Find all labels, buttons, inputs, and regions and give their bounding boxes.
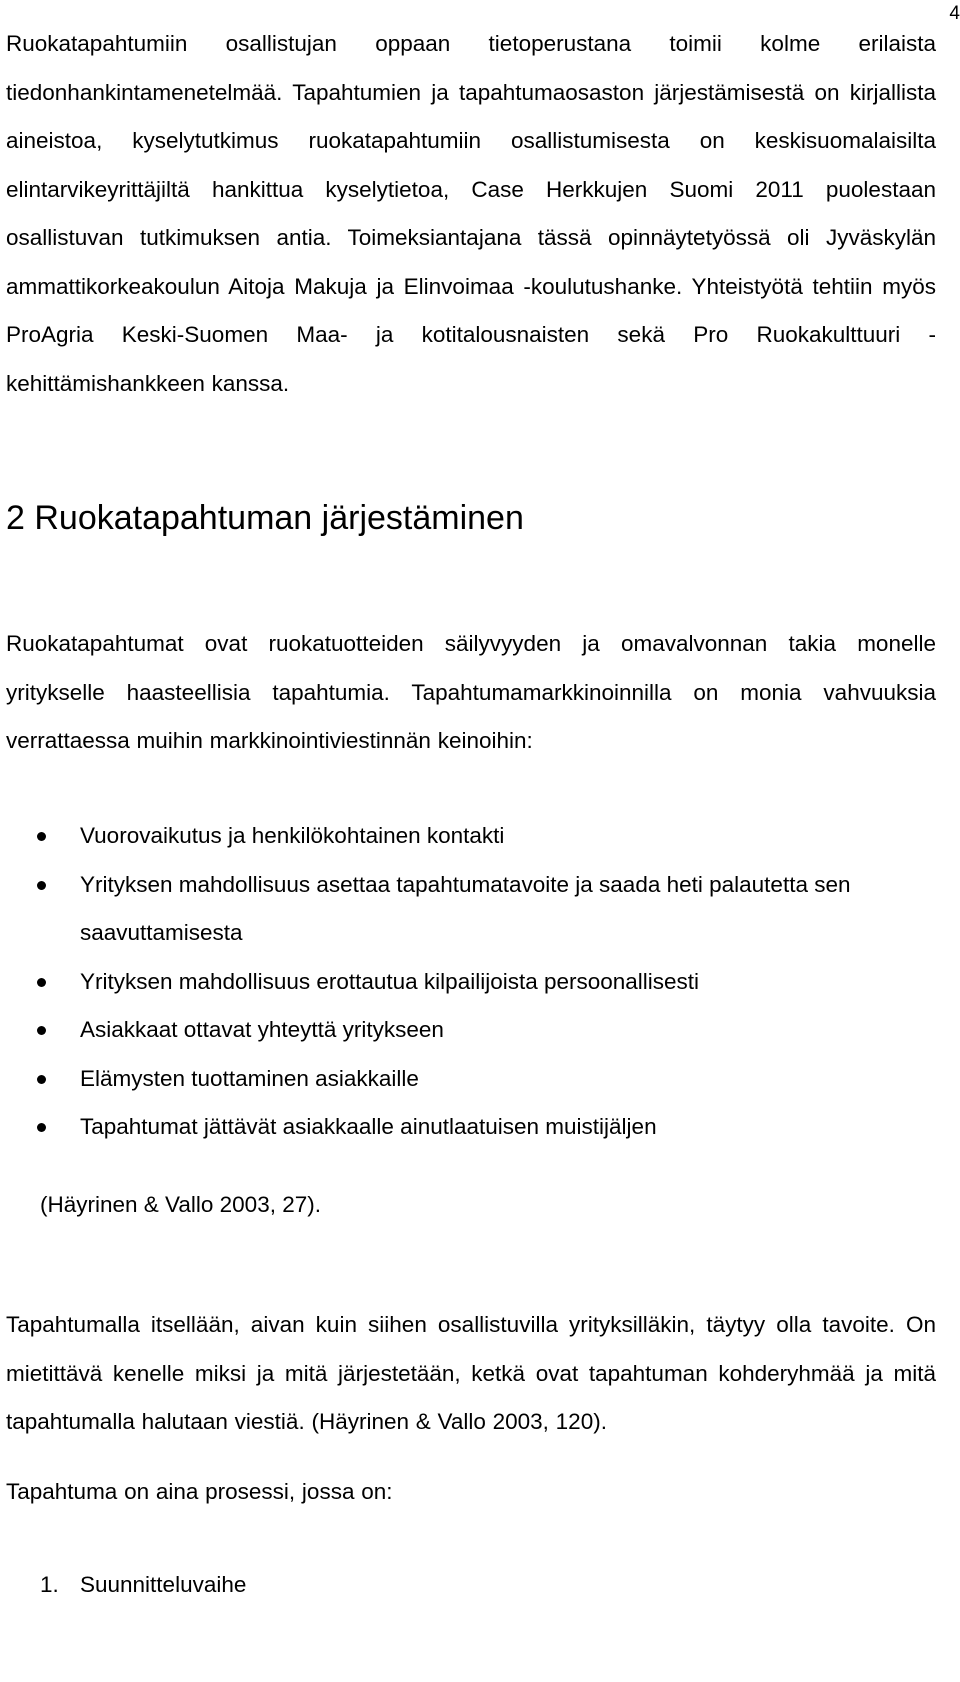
advantages-list <box>6 812 936 1152</box>
section-paragraph: Ruokatapahtumat ovat ruokatuotteiden säilyvyyden ja omavalvonnan takia monelle yritykselle haasteellisia tapahtumia. Tapahtumamarkkinoinnilla on monia vahvuuksia verrattaessa muihin markkinointiviestinnän keinoihin: <box>6 631 936 753</box>
process-paragraph: Tapahtuma on aina prosessi, jossa on: <box>6 1479 393 1504</box>
page-number: 4 <box>949 3 960 24</box>
bullet-icon <box>37 881 46 890</box>
document-body <box>6 20 936 1597</box>
list-item: Tapahtumat jättävät asiakkaalle ainutlaatuisen muistijäljen <box>6 1103 936 1152</box>
citation: (Häyrinen & Vallo 2003, 27). <box>40 1192 321 1217</box>
bullet-icon <box>37 832 46 841</box>
bullet-icon <box>37 1026 46 1035</box>
bullet-icon <box>37 978 46 987</box>
bullet-icon <box>37 1123 46 1132</box>
goals-paragraph: Tapahtumalla itsellään, aivan kuin siihen osallistuvilla yrityksilläkin, täytyy olla tavoite. On mietittävä kenelle miksi ja mitä järjestetään, ketkä ovat tapahtuman kohderyhmää ja mitä tapahtumalla halutaan viestiä. (Häyrinen & Vallo 2003, 120). <box>6 1312 936 1434</box>
list-item: Vuorovaikutus ja henkilökohtainen kontakti <box>6 812 936 861</box>
list-item: Yrityksen mahdollisuus asettaa tapahtumatavoite ja saada heti palautetta sen saavuttamisesta <box>6 861 936 958</box>
list-item: Elämysten tuottaminen asiakkaille <box>6 1055 936 1104</box>
process-steps-list <box>40 1561 246 1610</box>
intro-paragraph: Ruokatapahtumiin osallistujan oppaan tietoperustana toimii kolme erilaista tiedonhankintamenetelmää. Tapahtumien ja tapahtumaosaston järjestämisestä on kirjallista aineistoa, kyselytutkimus ruokatapahtumiin osallistumisesta on keskisuomalaisilta elintarvikeyrittäjiltä hankittua kyselytietoa, Case Herkkujen Suomi 2011 puolestaan osallistuvan tutkimuksen antia. Toimeksiantajana tässä opinnäytetyössä oli Jyväskylän ammattikorkeakoulun Aitoja Makuja ja Elinvoimaa -koulutushanke. Yhteistyötä tehtiin myös ProAgria Keski-Suomen Maa- ja kotitalousnaisten sekä Pro Ruokakulttuuri -kehittämishankkeen kanssa. <box>6 31 936 396</box>
list-item: Asiakkaat ottavat yhteyttä yritykseen <box>6 1006 936 1055</box>
section-heading: 2 Ruokatapahtuman järjestäminen <box>6 499 524 537</box>
list-item: Yrityksen mahdollisuus erottautua kilpailijoista persoonallisesti <box>6 958 936 1007</box>
bullet-icon <box>37 1075 46 1084</box>
list-item: 1. Suunnitteluvaihe <box>40 1572 247 1597</box>
